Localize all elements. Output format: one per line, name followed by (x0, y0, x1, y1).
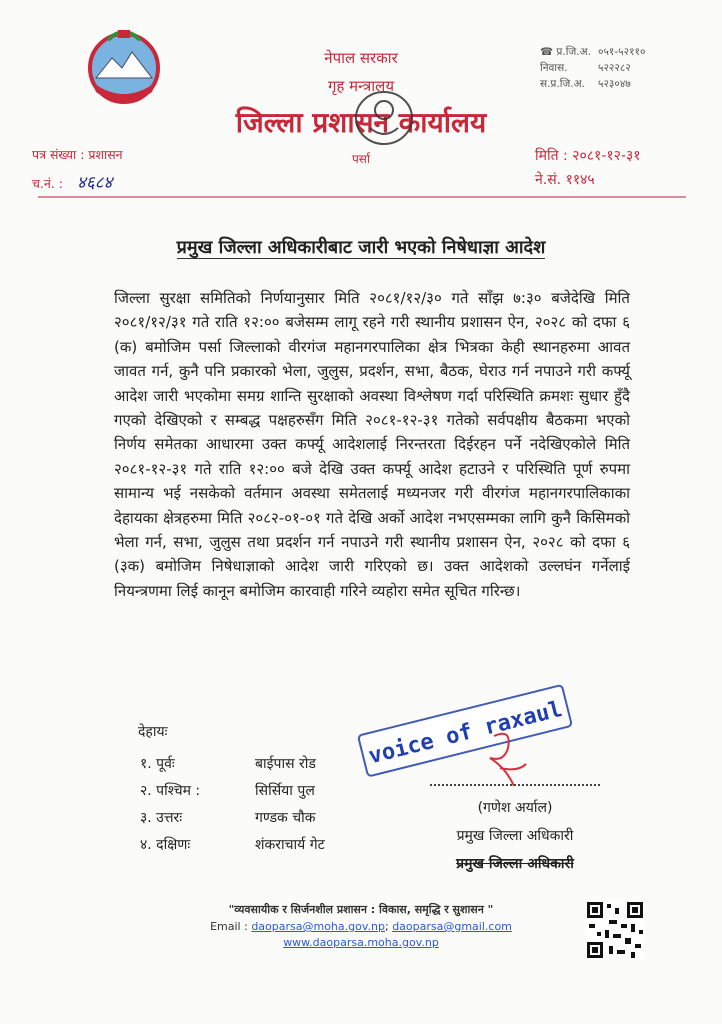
signer-name: (गणेश अर्याल) (477, 800, 553, 816)
document-title: प्रमुख जिल्ला अधिकारीबाट जारी भएको निषेधाज्ञा आदेश (176, 237, 546, 258)
ministry-name: गृह मन्त्रालय (327, 77, 395, 95)
watermark-text: voice of raxaul (366, 696, 565, 770)
watermark (352, 680, 592, 780)
date-label: मिति : २०८१-१२-३१ (535, 148, 641, 164)
government-name: नेपाल सरकार (324, 49, 398, 67)
list-item: ३. उत्तरः गण्डक चौक (140, 810, 316, 826)
website-link[interactable]: www.daoparsa.moha.gov.np (283, 936, 439, 949)
signer-title: प्रमुख जिल्ला अधिकारी (456, 828, 574, 844)
footer-email: Email : daoparsa@moha.gov.np; daoparsa@gmail.com (210, 920, 512, 933)
email-link-primary[interactable]: daoparsa@moha.gov.np (251, 920, 385, 933)
order-body: जिल्ला सुरक्षा समितिको निर्णयानुसार मिति २०८१/१२/३० गते साँझ ७:३० बजेदेखि मिति २०८१/१२/३१ गते राति १२:०० बजेसम्म लागू रहने गरी स्थानीय प्रशासन ऐन, २०२८ को दफा ६ (क) बमोजिम पर्सा जिल्लाको वीरगंज महानगरपालिका क्षेत्र भित्रका केही स्थानहरुमा आवत जावत गर्न, कुनै पनि प्रकारको भेला, जुलुस, प्रदर्शन, सभा, बैठक, घेराउ गर्न नपाउने गरी कर्फ्यू आदेश जारी भएकोमा समग्र शान्ति सुरक्षाको अवस्था विश्लेषण गर्दा परिस्थिति क्रमशः सुधार हुँदै गएको देखिएको र सम्बद्ध पक्षहरुसँग मिति २०८१-१२-३१ गतेको सर्वपक्षीय बैठकमा भएको निर्णय समेतका आधारमा उक्त कर्फ्यू आदेशलाई निरन्तरता दिईरहन पर्ने नदेखिएकोले मिति २०८१-१२-३१ गते राति १२:०० बजे देखि उक्त कर्फ्यू आदेश हटाउने र परिस्थिति पूर्ण रुपमा सामान्य भई नसकेको वर्तमान अवस्था समेतलाई मध्यनजर गरी वीरगंज महानगरपालिकाका देहायका क्षेत्रहरुमा मिति २०८२-०१-०१ गते देखि अर्को आदेश नभएसम्मका लागि कुनै किसिमको भेला गर्न, सभा, जुलुस तथा प्रदर्शन गर्न नपाउने गरी स्थानीय प्रशासन ऐन, २०२८ को दफा ६ (३क) बमोजिम निषेधाज्ञाको आदेश जारी गरिएको छ। उक्त आदेशको उल्लघंन गर्नेलाई नियन्त्रणमा लिई कानून बमोजिम कारवाही गरिने व्यहोरा समेत सूचित गरिन्छ। (114, 289, 630, 600)
contact-numbers: ☎ प्र.जि.अ. ०५१-५२११० निवास. ५२२२८२ स.प्र.जि.अ. ५२३०४७ (540, 46, 646, 90)
header-divider (38, 196, 686, 198)
footer-motto: "व्यवसायीक र सिर्जनशील प्रशासन : विकास, समृद्धि र सुशासन " (228, 903, 494, 916)
email-link-secondary[interactable]: daoparsa@gmail.com (392, 920, 512, 933)
signature-icon (478, 728, 538, 792)
dispatch-number: च.नं. : ४६८४ (32, 173, 113, 193)
office-seal-icon (352, 88, 416, 148)
signature-line (430, 784, 600, 786)
letter-number-label: पत्र संख्या : प्रशासन (32, 147, 123, 162)
signer-stamp-title: प्रमुख जिल्ला अधिकारी (456, 856, 574, 872)
qr-code-icon (585, 900, 645, 960)
list-item: २. पश्चिम : सिर्सिया पुल (140, 783, 315, 799)
nepal-sambat-label: ने.सं. ११४५ (535, 172, 595, 188)
list-item: ४. दक्षिणः शंकराचार्य गेट (140, 837, 325, 853)
list-item: १. पूर्वः बाईपास रोड (140, 756, 316, 772)
areas-label: देहायः (138, 724, 168, 740)
areas-list (140, 750, 325, 858)
district-name: पर्सा (351, 152, 371, 166)
office-name: जिल्ला प्रशासन कार्यालय (235, 106, 487, 139)
